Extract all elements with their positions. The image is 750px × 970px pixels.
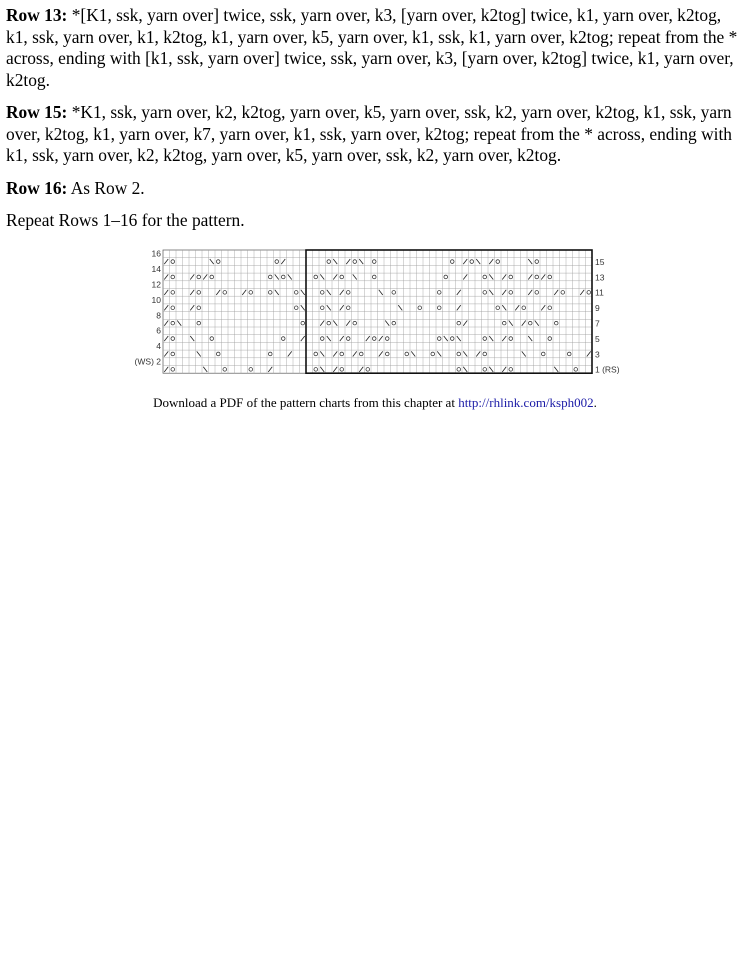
caption-period: . (593, 395, 597, 410)
chart-left-row-label: 8 (156, 310, 161, 321)
instructions (6, 5, 746, 243)
row-text: *[K1, ssk, yarn over] twice, ssk, yarn over, k3, [yarn over, k2tog] twice, k1, yarn over, k2tog, k1, ssk, yarn over, k1, k2tog, k1, yarn over, k5, yarn over, k1, ssk, k1, yarn over, k2tog; repeat from the * across, ending with [k1, ssk, yarn over] twice, ssk, yarn over, k3, [yarn over, k2tog] twice, k1, yarn over, k2tog. (6, 5, 738, 90)
chart-right-row-label: 9 (595, 303, 600, 314)
row-label: Row 15: (6, 102, 68, 122)
row-text: *K1, ssk, yarn over, k2, k2tog, yarn over, k5, yarn over, ssk, k2, yarn over, k2tog, k1, ssk, yarn over, k2tog, k1, yarn over, k7, yarn over, k1, ssk, yarn over, k2tog; repeat from the * across, ending with k1, ssk, yarn over, k2, k2tog, yarn over, k5, yarn over, ssk, k2, yarn over, k2tog. (6, 102, 732, 165)
row-13-instruction (6, 5, 746, 91)
download-caption (0, 395, 750, 411)
knitting-chart (128, 248, 622, 382)
row-label: Row 16: (6, 177, 68, 198)
pattern-pdf-link[interactable]: http://rhlink.com/ksph002 (458, 395, 594, 410)
chart-svg (128, 248, 622, 382)
chart-left-row-label: (WS) 2 (134, 356, 161, 367)
chart-right-row-label: 3 (595, 349, 600, 360)
chart-right-row-label: 15 (595, 256, 605, 267)
caption-text: Download a PDF of the pattern charts from this chapter at (153, 395, 459, 410)
chart-right-row-label: 5 (595, 333, 600, 344)
chart-left-row-label: 14 (151, 264, 161, 275)
row-15-instruction (6, 102, 746, 167)
row-16-instruction (6, 178, 746, 200)
chart-left-row-label: 16 (151, 248, 161, 259)
repeat-note: Repeat Rows 1–16 for the pattern. (6, 210, 245, 230)
chart-right-row-label: 1 (RS) (595, 364, 620, 375)
row-label: Row 13: (6, 5, 68, 25)
row-text: As Row 2. (70, 177, 145, 198)
chart-left-row-label: 4 (156, 341, 161, 352)
chart-right-row-label: 7 (595, 318, 600, 329)
chart-left-row-label: 12 (151, 279, 161, 290)
chart-left-row-label: 6 (156, 325, 161, 336)
chart-right-row-label: 13 (595, 272, 605, 283)
chart-left-row-label: 10 (151, 294, 161, 305)
chart-right-row-label: 11 (595, 287, 604, 298)
